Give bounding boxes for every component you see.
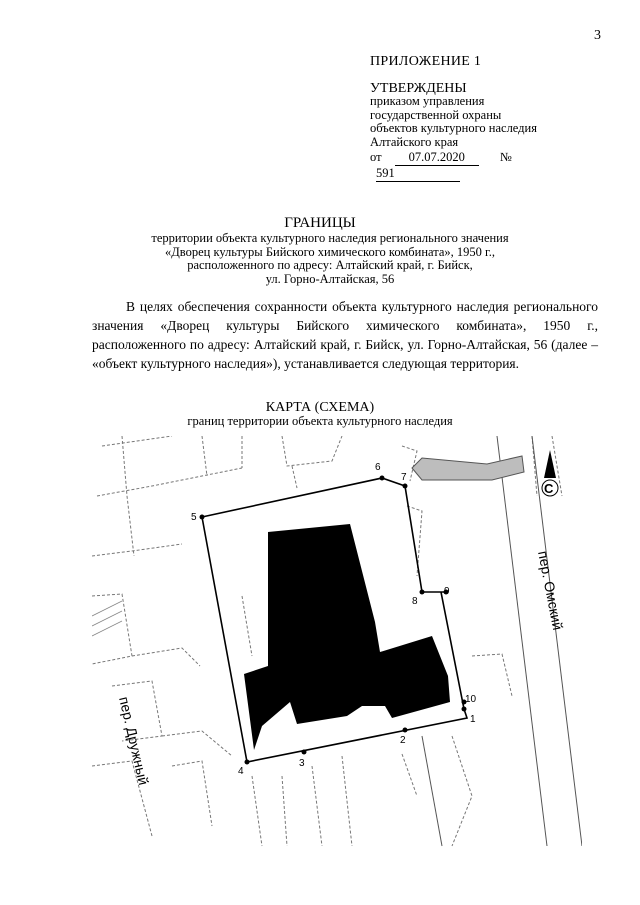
subtitle-line: расположенного по адресу: Алтайский край, г. Бийск, xyxy=(187,258,473,272)
order-number: 591 xyxy=(376,166,460,182)
map-subtitle: границ территории объекта культурного наследия xyxy=(187,414,453,428)
document-title: ГРАНИЦЫ xyxy=(284,215,356,231)
map-title: КАРТА (СХЕМА) xyxy=(265,400,375,415)
point-marker xyxy=(200,515,205,520)
street-label-druzhny: пер. Дружный xyxy=(116,695,152,787)
point-marker xyxy=(403,484,408,489)
road-edges xyxy=(422,436,582,846)
order-line: приказом управления xyxy=(370,94,485,108)
subtitle-line: ул. Горно-Алтайская, 56 xyxy=(265,271,395,286)
number-prefix: № xyxy=(499,150,512,164)
building-silhouette xyxy=(244,524,450,750)
point-label: 1 xyxy=(470,714,476,725)
point-marker xyxy=(245,760,250,765)
point-label: 8 xyxy=(412,596,418,607)
order-line: объектов культурного наследия xyxy=(370,121,537,135)
point-label: 2 xyxy=(400,735,406,746)
grey-passage xyxy=(412,456,524,480)
appendix-label: ПРИЛОЖЕНИЕ 1 xyxy=(370,54,482,69)
point-label: 9 xyxy=(444,586,450,597)
point-marker xyxy=(420,590,425,595)
date-prefix: от xyxy=(370,150,382,164)
point-marker xyxy=(403,728,408,733)
page-number: 3 xyxy=(594,28,601,43)
point-label: 4 xyxy=(238,766,244,777)
body-paragraph: В целях обеспечения сохранности объекта культурного наследия регионального значения «Дворец культуры Бийского химического комбината», 1950 г., расположенного по адресу: Алтайский край, г. Бийск, ул. Горно-Алтайская, 56 (далее – «объект культурного наследия»), устанавливается следующая территория. xyxy=(92,299,598,371)
document-subtitle xyxy=(100,232,560,286)
point-label: 6 xyxy=(375,462,381,473)
order-text xyxy=(370,95,537,149)
point-label: 10 xyxy=(465,694,477,705)
street-label-omsky: пер. Омский xyxy=(535,549,567,632)
hatched-area xyxy=(92,601,122,636)
point-marker xyxy=(302,750,307,755)
order-line: государственной охраны xyxy=(370,107,502,122)
order-line: Алтайского края xyxy=(370,134,459,149)
subtitle-line: территории объекта культурного наследия регионального значения xyxy=(151,231,509,245)
territory-map xyxy=(92,436,582,848)
point-label: 7 xyxy=(401,472,407,483)
point-label: 3 xyxy=(299,758,305,769)
order-date-line xyxy=(370,150,600,182)
approved-label: УТВЕРЖДЕНЫ xyxy=(370,81,467,96)
north-label: С xyxy=(544,481,554,496)
point-marker xyxy=(462,707,467,712)
point-marker xyxy=(380,476,385,481)
point-label: 5 xyxy=(191,512,197,523)
order-date: 07.07.2020 xyxy=(395,150,479,166)
subtitle-line: «Дворец культуры Бийского химического комбината», 1950 г., xyxy=(164,244,495,259)
